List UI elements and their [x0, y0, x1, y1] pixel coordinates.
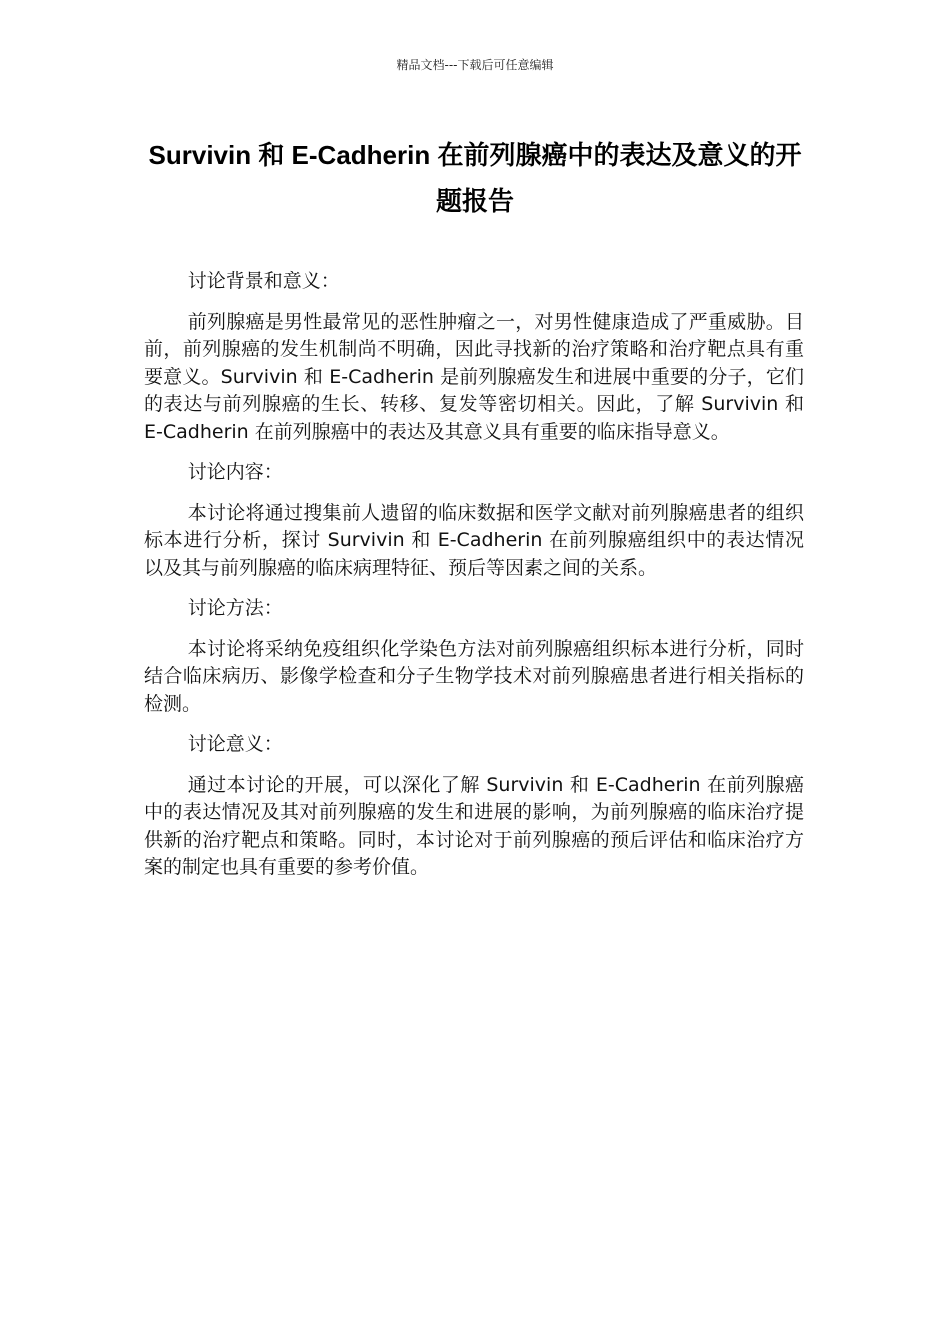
section-heading-method: 讨论方法： — [187, 597, 283, 619]
page-header-note: 精品文档---下载后可任意编辑 — [396, 58, 554, 72]
section-paragraph-background: 前列腺癌是男性最常见的恶性肿瘤之一，对男性健康造成了严重威胁。目前，前列腺癌的发生机制尚不明确，因此寻找新的治疗策略和治疗靶点具有重要意义。Survivin 和 E-Cadherin 是前列腺癌发生和进展中重要的分子，它们的表达与前列腺癌的生长、转移、复发等密切相关。因此，了解 Survivin 和 E-Cadherin 在前列腺癌中的表达及其意义具有重要的临床指导意义。 — [144, 310, 804, 443]
section-paragraph-content: 本讨论将通过搜集前人遗留的临床数据和医学文献对前列腺癌患者的组织标本进行分析，探讨 Survivin 和 E-Cadherin 在前列腺癌组织中的表达情况以及其与前列腺癌的临床病理特征、预后等因素之间的关系。 — [144, 501, 804, 579]
section-paragraph-method: 本讨论将采纳免疫组织化学染色方法对前列腺癌组织标本进行分析，同时结合临床病历、影像学检查和分子生物学技术对前列腺癌患者进行相关指标的检测。 — [144, 637, 804, 715]
section-heading-content: 讨论内容： — [187, 461, 283, 483]
section-paragraph-significance: 通过本讨论的开展，可以深化了解 Survivin 和 E-Cadherin 在前列腺癌中的表达情况及其对前列腺癌的发生和进展的影响，为前列腺癌的临床治疗提供新的治疗靶点和策略。同时，本讨论对于前列腺癌的预后评估和临床治疗方案的制定也具有重要的参考价值。 — [144, 773, 804, 878]
section-heading-significance: 讨论意义： — [187, 733, 283, 755]
section-heading-background: 讨论背景和意义： — [187, 270, 340, 292]
document-title: Survivin 和 E-Cadherin 在前列腺癌中的表达及意义的开题报告 — [148, 140, 802, 216]
document-body — [144, 268, 804, 895]
